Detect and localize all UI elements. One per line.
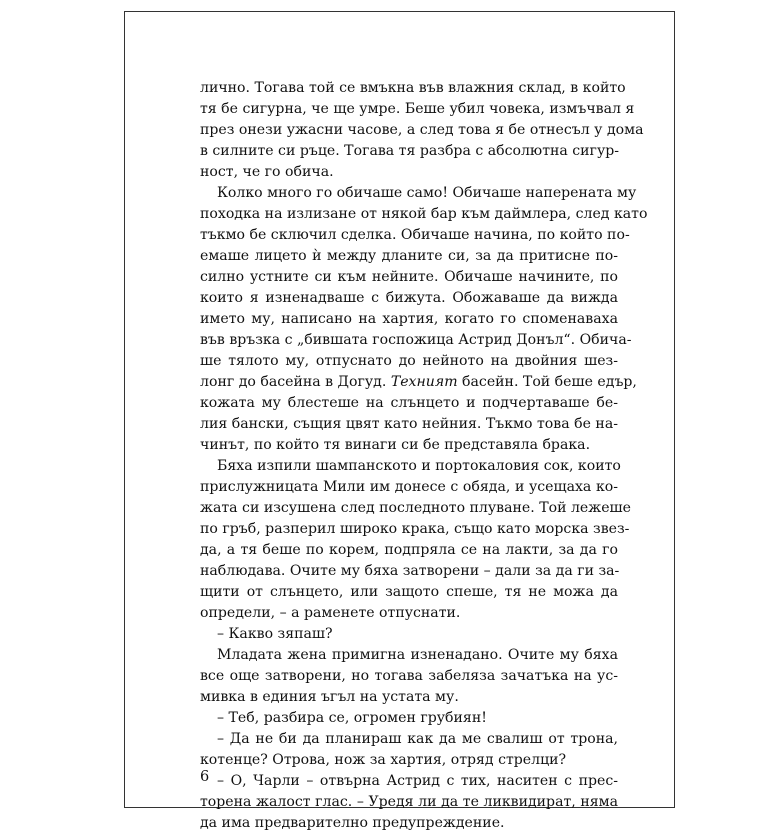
text-line: през онези ужасни часове, а след това я бе отнесъл у дома bbox=[200, 122, 644, 138]
text-line: ше тялото му, отпуснато до нейното на двойния шез- bbox=[200, 353, 618, 369]
text-line: да има предварително предупреждение. bbox=[200, 815, 505, 831]
text-line: – Теб, разбира се, огромен грубиян! bbox=[217, 710, 487, 726]
text-line: силно устните си към нейните. Обичаше начините, по bbox=[200, 269, 618, 285]
text-line-with-italic bbox=[200, 372, 637, 393]
text-line: жата си изсушена след последното плуване. Той лежеше bbox=[200, 500, 632, 516]
text-line: кожата му блестеше на слънцето и подчертаваше бе- bbox=[200, 395, 618, 411]
text-line: ност, че го обича. bbox=[200, 164, 334, 180]
text-line: походка на излизане от някой бар към даймлера, след като bbox=[200, 206, 648, 222]
page-number: 6 bbox=[200, 769, 210, 785]
text-line: наблюдава. Очите му бяха затворени – дали за да ги за- bbox=[200, 563, 620, 579]
text-line: лично. Тогава той се вмъкна във влажния склад, в който bbox=[200, 80, 626, 96]
text-line: лия бански, същия цвят като нейния. Тъкмо това бе на- bbox=[200, 416, 618, 432]
text-line: Колко много го обичаше само! Обичаше наперената му bbox=[217, 185, 637, 201]
text-line: определи, – а раменете отпуснати. bbox=[200, 605, 461, 621]
text-fragment: лонг до басейна в Догуд. bbox=[200, 374, 387, 390]
text-line: мивка в единия ъгъл на устата му. bbox=[200, 689, 459, 705]
text-line: тъкмо бе сключил сделка. Обичаше начина, по който по- bbox=[200, 227, 630, 243]
text-line: емаше лицето ѝ между дланите си, за да притисне по- bbox=[200, 248, 618, 264]
text-line: Младата жена примигна изненадано. Очите му бяха bbox=[217, 647, 618, 663]
text-line: прислужницата Мили им донесе с обяда, и усещаха ко- bbox=[200, 479, 618, 495]
text-line: котенце? Отрова, нож за хартия, отряд стрелци? bbox=[200, 752, 567, 768]
text-line: които я изненадваше с бижута. Обожаваше да вижда bbox=[200, 290, 618, 306]
body-text bbox=[200, 78, 648, 834]
text-line: – Какво зяпаш? bbox=[217, 626, 333, 642]
text-line: щити от слънцето, или защото спеше, тя не можа да bbox=[200, 584, 618, 600]
text-line: Бяха изпили шампанското и портокаловия сок, които bbox=[217, 458, 621, 474]
text-line: тя бе сигурна, че ще умре. Беше убил човека, измъчвал я bbox=[200, 101, 635, 117]
text-fragment: басейн. Той беше едър, bbox=[462, 374, 637, 390]
book-page bbox=[124, 11, 675, 831]
text-line: все още затворени, но тогава забеляза зачатъка на ус- bbox=[200, 668, 618, 684]
text-line: – О, Чарли – отвърна Астрид с тих, наситен с прес- bbox=[217, 773, 618, 789]
text-line: името му, написано на хартия, когато го споменаваха bbox=[200, 311, 618, 327]
text-line: – Да не би да планираш как да ме свалиш от трона, bbox=[217, 731, 618, 747]
text-line: чинът, по който тя винаги си бе представяла брака. bbox=[200, 437, 591, 453]
text-line: да, а тя беше по корем, подпряла се на лакти, за да го bbox=[200, 542, 618, 558]
text-line: по гръб, разперил широко крака, също като морска звез- bbox=[200, 521, 630, 537]
text-line: във връзка с „бившата госпожица Астрид Донъл“. Обича- bbox=[200, 332, 632, 348]
italic-word: Техният bbox=[390, 374, 458, 390]
text-line: торена жалост глас. – Уредя ли да те ликвидират, няма bbox=[200, 794, 618, 810]
text-line: в силните си ръце. Тогава тя разбра с абсолютна сигур- bbox=[200, 143, 620, 159]
